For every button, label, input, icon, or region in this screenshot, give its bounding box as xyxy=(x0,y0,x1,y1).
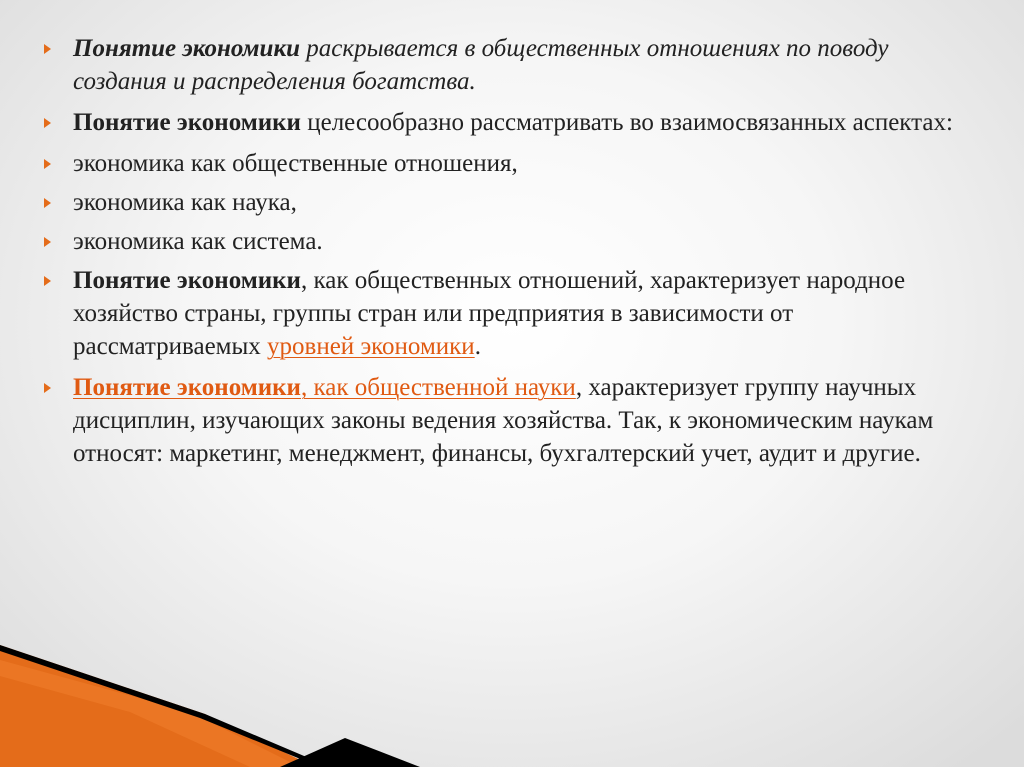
bullet-definition xyxy=(40,32,970,98)
bullet-arrow-icon xyxy=(44,118,51,128)
term-bold: Понятие экономики xyxy=(73,109,301,136)
aspects-text: целесообразно рассматривать во взаимосвязанных аспектах: xyxy=(300,109,953,136)
national-economy-text: , как общественных отношений, характеризует народное хозяйство страны, группы стран или предприятия в зависимости от рассматриваемых xyxy=(73,267,906,360)
bullet-social-relations xyxy=(40,147,970,180)
bullet-arrow-icon xyxy=(44,159,51,169)
black-wedge xyxy=(280,738,420,767)
period: . xyxy=(474,333,481,360)
economic-science-text: , характеризует группу научных дисциплин, изучающих законы ведения хозяйства. Так, к экономическим наукам относят: маркетинг, менеджмент, финансы, бухгалтерский учет, аудит и другие. xyxy=(73,374,934,467)
aspect-text: экономика как наука, xyxy=(73,189,297,216)
term-bold: Понятие экономики xyxy=(73,35,301,62)
aspect-text: экономика как система. xyxy=(73,228,323,255)
bullet-economic-science xyxy=(40,371,970,470)
bullet-arrow-icon xyxy=(44,44,51,54)
economy-levels-link[interactable]: уровней экономики xyxy=(267,333,475,360)
bullet-arrow-icon xyxy=(44,237,51,247)
bullet-arrow-icon xyxy=(44,198,51,208)
term-bold: Понятие экономики xyxy=(73,267,301,294)
bullet-list xyxy=(40,32,970,478)
bullet-arrow-icon xyxy=(44,276,51,286)
definition-text: раскрывается в общественных отношениях по поводу создания и распределения богатства. xyxy=(73,35,889,95)
bullet-science xyxy=(40,186,970,219)
bullet-system xyxy=(40,225,970,258)
economic-concept-link[interactable]: Понятие экономики xyxy=(73,374,301,401)
aspect-text: экономика как общественные отношения, xyxy=(73,150,518,177)
bullet-arrow-icon xyxy=(44,383,51,393)
social-science-link[interactable]: , как общественной науки xyxy=(300,374,576,401)
bullet-national-economy xyxy=(40,264,970,363)
bullet-aspects xyxy=(40,106,970,139)
